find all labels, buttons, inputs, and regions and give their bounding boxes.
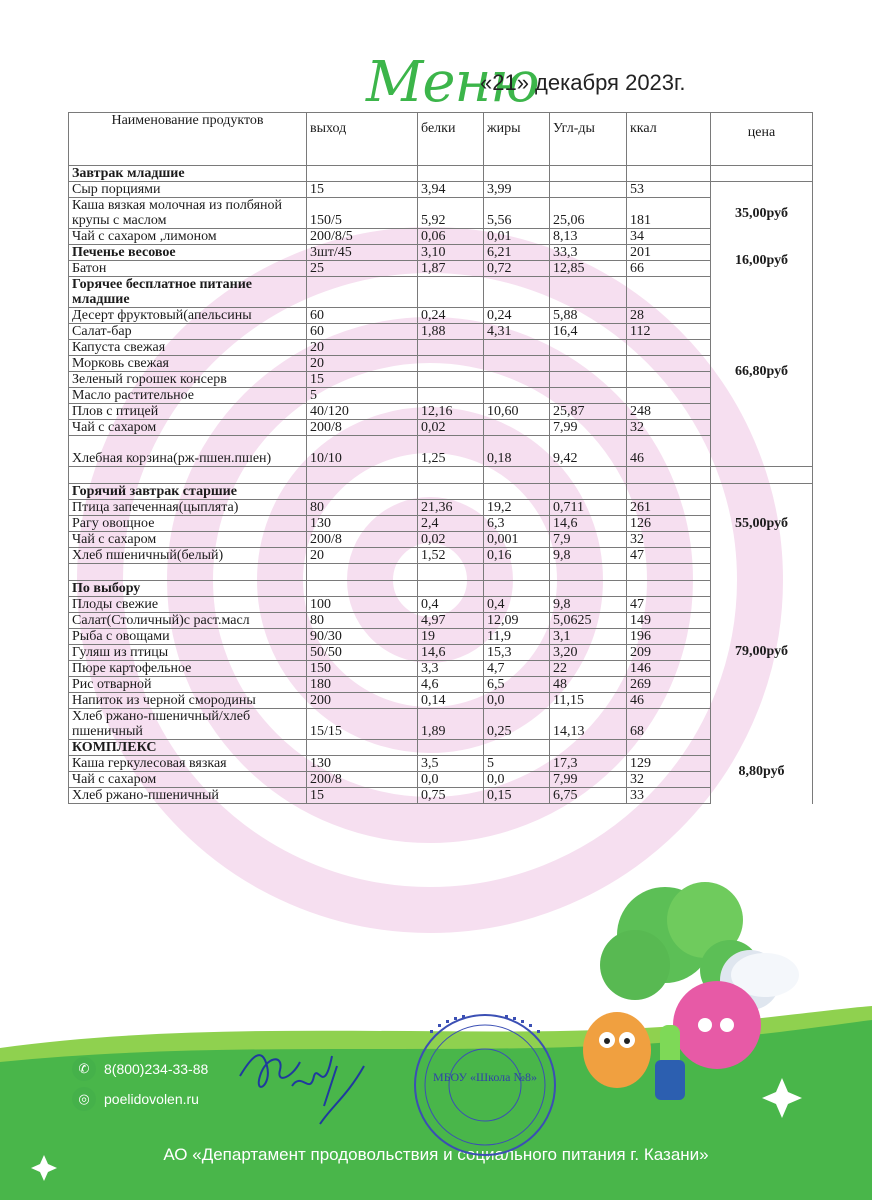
cell-fats: 0,18 [484,436,550,467]
cell-carbs: 25,87 [550,404,627,420]
globe-icon: ◎ [72,1087,96,1111]
empty-cell [418,166,484,182]
blank-row [69,564,813,581]
empty-cell [550,581,627,597]
table-row [69,677,813,693]
website-link[interactable]: poelidovolen.ru [104,1091,199,1107]
cell-carbs: 16,4 [550,324,627,340]
cell-output: 150/5 [307,198,418,229]
menu-date: «21» декабря 2023г. [480,70,686,95]
cell-carbs: 11,15 [550,693,627,709]
cell-proteins: 5,92 [418,198,484,229]
empty-cell [627,564,711,581]
cell-fats: 15,3 [484,645,550,661]
cell-fats: 0,25 [484,709,550,740]
cell-output: 15 [307,182,418,198]
cell-output: 180 [307,677,418,693]
cell-output: 15 [307,372,418,388]
cell-carbs: 5,88 [550,308,627,324]
price-cell: 8,80руб [711,740,813,804]
phone-contact [72,1057,208,1081]
cell-proteins: 3,3 [418,661,484,677]
cell-name: Хлеб ржано-пшеничный/хлеб пшеничный [69,709,307,740]
cell-proteins [418,388,484,404]
table-row [69,308,813,324]
cell-proteins: 4,97 [418,613,484,629]
cell-proteins: 4,6 [418,677,484,693]
cell-kcal: 181 [627,198,711,229]
cell-carbs: 17,3 [550,756,627,772]
cell-name: Хлебная корзина(рж-пшен.пшен) [69,436,307,467]
section-header-row [69,740,813,756]
cell-kcal: 32 [627,772,711,788]
empty-cell [627,467,711,484]
cell-output: 5 [307,388,418,404]
empty-cell [550,740,627,756]
cell-name: Десерт фруктовый(апельсины [69,308,307,324]
cell-name: Масло растительное [69,388,307,404]
cell-output: 130 [307,516,418,532]
cell-fats: 12,09 [484,613,550,629]
cell-output: 150 [307,661,418,677]
cell-kcal: 209 [627,645,711,661]
price-cell: 79,00руб [711,564,813,740]
empty-cell [484,564,550,581]
cell-proteins: 12,16 [418,404,484,420]
price-cell: 55,00руб [711,484,813,564]
cell-carbs: 7,99 [550,420,627,436]
cell-kcal: 68 [627,709,711,740]
section-header-row [69,484,813,500]
cell-carbs: 7,99 [550,772,627,788]
cell-kcal [627,388,711,404]
cell-proteins: 0,02 [418,420,484,436]
cell-proteins: 3,10 [418,245,484,261]
cell-name: Гуляш из птицы [69,645,307,661]
cell-output: 200/8 [307,772,418,788]
empty-cell [307,564,418,581]
cell-fats: 4,31 [484,324,550,340]
empty-cell [550,564,627,581]
cell-proteins: 0,14 [418,693,484,709]
cell-carbs [550,372,627,388]
cell-output: 50/50 [307,645,418,661]
empty-cell [69,564,307,581]
price-cell: 66,80руб [711,277,813,467]
table-row [69,661,813,677]
cell-proteins: 19 [418,629,484,645]
cell-fats [484,340,550,356]
section-title: По выбору [69,581,307,597]
cell-carbs: 7,9 [550,532,627,548]
table-row [69,693,813,709]
cell-output: 20 [307,548,418,564]
cell-fats: 0,24 [484,308,550,324]
empty-cell [627,277,711,308]
cell-kcal: 47 [627,548,711,564]
cell-fats: 11,9 [484,629,550,645]
empty-price-cell [711,467,813,484]
cell-carbs: 12,85 [550,261,627,277]
empty-cell [418,484,484,500]
empty-cell [418,467,484,484]
empty-cell [418,564,484,581]
cell-kcal: 129 [627,756,711,772]
menu-table-body [69,166,813,804]
school-stamp [410,1010,560,1160]
cell-kcal: 201 [627,245,711,261]
table-row [69,772,813,788]
empty-cell [550,277,627,308]
cell-name: Каша вязкая молочная из полбяной крупы с маслом [69,198,307,229]
cell-fats: 5 [484,756,550,772]
table-row [69,500,813,516]
cell-name: Рагу овощное [69,516,307,532]
empty-cell [307,740,418,756]
table-row [69,198,813,229]
table-row [69,404,813,420]
cell-carbs [550,356,627,372]
cell-carbs [550,182,627,198]
cell-carbs: 22 [550,661,627,677]
cell-fats [484,388,550,404]
cell-output: 200/8 [307,532,418,548]
empty-cell [484,467,550,484]
cell-name: Рыба с овощами [69,629,307,645]
cell-kcal: 28 [627,308,711,324]
cell-fats [484,420,550,436]
price-cell: 35,00руб [711,182,813,245]
header-output: выход [307,113,418,166]
cell-carbs: 14,6 [550,516,627,532]
section-header-row [69,166,813,182]
price-cell: 16,00руб [711,245,813,277]
empty-cell [627,740,711,756]
section-header-row [69,581,813,597]
cell-carbs [550,388,627,404]
section-header-row [69,277,813,308]
cell-output: 90/30 [307,629,418,645]
cell-proteins [418,356,484,372]
cell-name: Хлеб пшеничный(белый) [69,548,307,564]
empty-cell [418,581,484,597]
cell-proteins: 14,6 [418,645,484,661]
table-row [69,629,813,645]
cell-kcal [627,340,711,356]
cell-carbs: 9,8 [550,597,627,613]
cell-carbs: 3,20 [550,645,627,661]
cell-proteins: 21,36 [418,500,484,516]
menu-table [68,112,813,804]
cell-carbs: 25,06 [550,198,627,229]
empty-cell [418,277,484,308]
cell-fats: 6,3 [484,516,550,532]
table-row [69,182,813,198]
section-title: Горячий завтрак старшие [69,484,307,500]
cell-carbs: 8,13 [550,229,627,245]
cell-name: Хлеб ржано-пшеничный [69,788,307,804]
cell-name: Напиток из черной смородины [69,693,307,709]
cell-name: Пюре картофельное [69,661,307,677]
empty-cell [484,581,550,597]
cell-proteins: 2,4 [418,516,484,532]
cell-kcal: 32 [627,420,711,436]
cell-kcal: 149 [627,613,711,629]
empty-cell [627,484,711,500]
cell-kcal: 112 [627,324,711,340]
cell-carbs [550,340,627,356]
organization-name: АО «Департамент продовольствия и социального питания г. Казани» [163,1145,709,1164]
cell-fats: 0,4 [484,597,550,613]
header-name: Наименование продуктов [69,113,307,166]
cell-output: 3шт/45 [307,245,418,261]
cell-output: 20 [307,340,418,356]
mascot-characters-illustration [555,875,855,1135]
empty-cell [307,166,418,182]
cell-proteins: 0,4 [418,597,484,613]
cell-output: 80 [307,500,418,516]
cell-carbs: 0,711 [550,500,627,516]
cell-kcal: 46 [627,436,711,467]
empty-cell [307,581,418,597]
cell-name: Зеленый горошек консерв [69,372,307,388]
table-row [69,420,813,436]
cell-proteins: 1,52 [418,548,484,564]
header-proteins: белки [418,113,484,166]
cell-fats: 19,2 [484,500,550,516]
cell-name: Плоды свежие [69,597,307,613]
cell-kcal: 46 [627,693,711,709]
table-row [69,756,813,772]
cell-kcal: 32 [627,532,711,548]
cell-output: 80 [307,613,418,629]
cell-carbs: 6,75 [550,788,627,804]
cell-proteins: 0,0 [418,772,484,788]
cell-output: 60 [307,324,418,340]
cell-name: Печенье весовое [69,245,307,261]
table-row [69,245,813,261]
cell-carbs: 3,1 [550,629,627,645]
table-row [69,613,813,629]
cell-output: 40/120 [307,404,418,420]
cell-carbs: 9,42 [550,436,627,467]
cell-output: 25 [307,261,418,277]
cell-name: Рис отварной [69,677,307,693]
cell-output: 10/10 [307,436,418,467]
cell-name: Морковь свежая [69,356,307,372]
table-header-row [69,113,813,166]
cell-kcal: 146 [627,661,711,677]
cell-fats [484,356,550,372]
header-kcal: ккал [627,113,711,166]
cell-name: Салат(Столичный)с раст.масл [69,613,307,629]
table-row [69,436,813,467]
stamp-center-text: МБОУ «Школа №8» [433,1070,537,1084]
cell-fats: 0,72 [484,261,550,277]
table-row [69,324,813,340]
cell-name: Салат-бар [69,324,307,340]
cell-fats: 0,0 [484,693,550,709]
cell-kcal [627,356,711,372]
cell-output: 15 [307,788,418,804]
cell-kcal: 66 [627,261,711,277]
cell-output: 130 [307,756,418,772]
cell-name: Батон [69,261,307,277]
cell-kcal: 248 [627,404,711,420]
empty-cell [627,581,711,597]
cell-proteins: 3,94 [418,182,484,198]
section-title: Горячее бесплатное питание младшие [69,277,307,308]
cell-output: 200/8 [307,420,418,436]
table-row [69,229,813,245]
empty-cell [307,277,418,308]
empty-cell [550,484,627,500]
empty-cell [550,166,627,182]
cell-fats: 4,7 [484,661,550,677]
cell-fats: 3,99 [484,182,550,198]
cell-carbs: 14,13 [550,709,627,740]
cell-name: Чай с сахаром [69,532,307,548]
table-row [69,788,813,804]
cell-proteins: 0,24 [418,308,484,324]
cell-output: 60 [307,308,418,324]
cell-kcal: 47 [627,597,711,613]
cell-fats: 0,01 [484,229,550,245]
cell-proteins: 0,75 [418,788,484,804]
cell-proteins: 0,06 [418,229,484,245]
empty-cell [307,467,418,484]
cell-output: 200 [307,693,418,709]
cell-kcal: 126 [627,516,711,532]
cell-proteins: 3,5 [418,756,484,772]
cell-output: 200/8/5 [307,229,418,245]
cell-proteins: 1,25 [418,436,484,467]
cell-kcal: 196 [627,629,711,645]
table-row [69,388,813,404]
menu-title: Меню [366,50,539,115]
cell-output: 100 [307,597,418,613]
header-carbs: Угл-ды [550,113,627,166]
cell-name: Чай с сахаром [69,420,307,436]
empty-price-cell [711,166,813,182]
table-row [69,532,813,548]
cell-fats: 5,56 [484,198,550,229]
cell-kcal: 269 [627,677,711,693]
table-row [69,597,813,613]
empty-cell [69,467,307,484]
cell-proteins: 1,89 [418,709,484,740]
table-row [69,548,813,564]
table-row [69,340,813,356]
cell-kcal [627,372,711,388]
blank-row [69,467,813,484]
empty-cell [484,740,550,756]
table-row [69,261,813,277]
cell-kcal: 261 [627,500,711,516]
table-row [69,709,813,740]
cell-proteins [418,372,484,388]
empty-cell [307,484,418,500]
cell-name: Чай с сахаром [69,772,307,788]
cell-fats: 0,001 [484,532,550,548]
cell-carbs: 9,8 [550,548,627,564]
cell-name: Капуста свежая [69,340,307,356]
cell-name: Сыр порциями [69,182,307,198]
cell-carbs: 48 [550,677,627,693]
cell-carbs: 5,0625 [550,613,627,629]
cell-kcal: 33 [627,788,711,804]
cell-output: 20 [307,356,418,372]
table-row [69,516,813,532]
header-fats: жиры [484,113,550,166]
cell-proteins: 0,02 [418,532,484,548]
cell-fats: 0,0 [484,772,550,788]
cell-kcal: 34 [627,229,711,245]
website-contact [72,1087,199,1111]
empty-cell [484,484,550,500]
cell-proteins: 1,87 [418,261,484,277]
section-title: КОМПЛЕКС [69,740,307,756]
phone-number[interactable]: 8(800)234-33-88 [104,1061,209,1077]
table-row [69,372,813,388]
cell-fats: 0,15 [484,788,550,804]
header-price: цена [711,113,813,166]
signature [232,1036,372,1126]
cell-fats: 6,21 [484,245,550,261]
table-row [69,356,813,372]
cell-proteins [418,340,484,356]
cell-kcal: 53 [627,182,711,198]
cell-carbs: 33,3 [550,245,627,261]
empty-cell [484,166,550,182]
empty-cell [627,166,711,182]
table-row [69,645,813,661]
empty-cell [550,467,627,484]
empty-cell [484,277,550,308]
cell-output: 15/15 [307,709,418,740]
cell-name: Плов с птицей [69,404,307,420]
cell-fats [484,372,550,388]
section-title: Завтрак младшие [69,166,307,182]
cell-fats: 10,60 [484,404,550,420]
empty-cell [418,740,484,756]
cell-name: Чай с сахаром ,лимоном [69,229,307,245]
cell-name: Птица запеченная(цыплята) [69,500,307,516]
cell-fats: 6,5 [484,677,550,693]
cell-proteins: 1,88 [418,324,484,340]
phone-icon: ✆ [72,1057,96,1081]
cell-fats: 0,16 [484,548,550,564]
cell-name: Каша геркулесовая вязкая [69,756,307,772]
